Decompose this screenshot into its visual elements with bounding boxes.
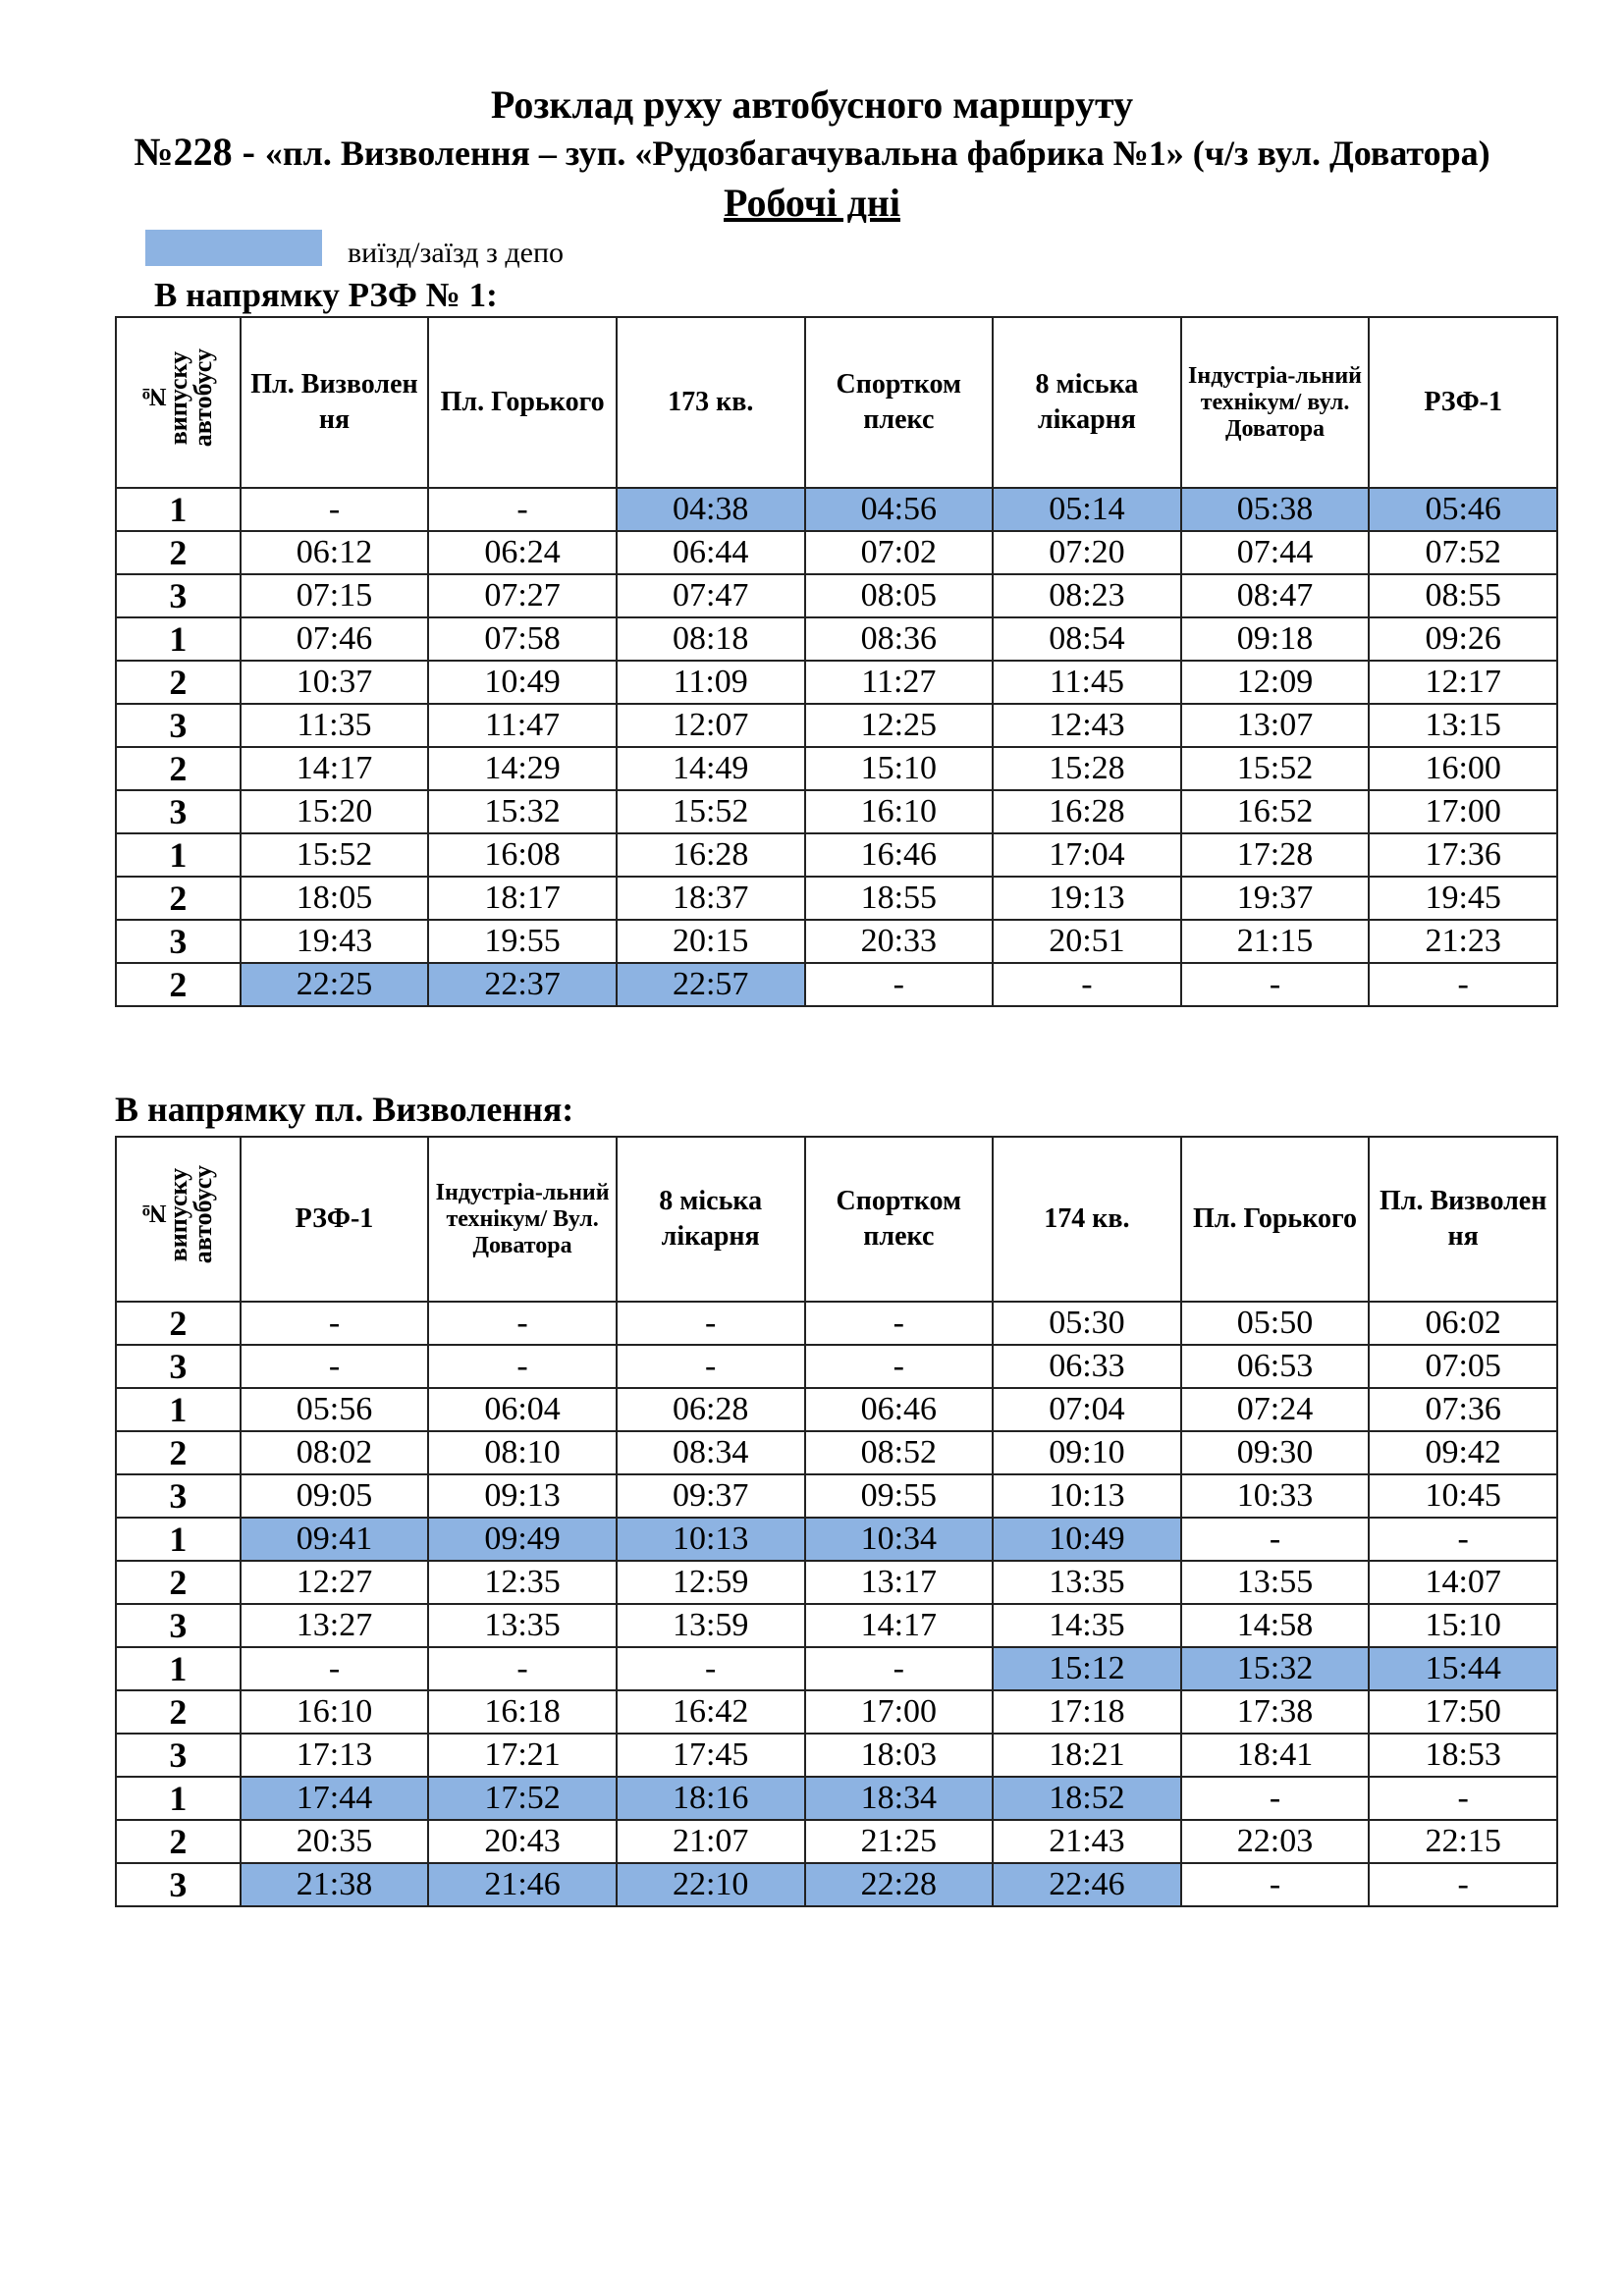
time-cell: 18:17 (428, 877, 617, 920)
time-cell: 21:25 (805, 1820, 994, 1863)
time-cell: 16:18 (428, 1690, 617, 1734)
bus-number-cell: 1 (116, 1777, 241, 1820)
table-row (116, 747, 1557, 790)
time-cell: 16:46 (805, 833, 994, 877)
stop-header: Індустріа-льний технікум/ вул. Доватора (1181, 317, 1370, 488)
time-cell: 18:05 (241, 877, 429, 920)
time-cell: 17:18 (993, 1690, 1181, 1734)
time-cell: 06:46 (805, 1388, 994, 1431)
bus-number-header (116, 1137, 241, 1302)
table-row (116, 1690, 1557, 1734)
time-cell: 06:24 (428, 531, 617, 574)
time-cell: 18:53 (1369, 1734, 1557, 1777)
time-cell: 08:05 (805, 574, 994, 617)
time-cell: 17:00 (805, 1690, 994, 1734)
time-cell: 10:33 (1181, 1474, 1370, 1518)
time-cell: 22:15 (1369, 1820, 1557, 1863)
table-row (116, 1518, 1557, 1561)
bus-number-cell: 1 (116, 1647, 241, 1690)
depot-time-cell: 22:37 (428, 963, 617, 1006)
time-cell: 05:56 (241, 1388, 429, 1431)
time-cell: 16:10 (241, 1690, 429, 1734)
time-cell: 07:04 (993, 1388, 1181, 1431)
table-row (116, 531, 1557, 574)
depot-time-cell: 05:14 (993, 488, 1181, 531)
bus-number-cell: 1 (116, 617, 241, 661)
day-type-label: Робочі дні (724, 181, 900, 225)
table-row (116, 1777, 1557, 1820)
table-header-row (116, 317, 1557, 488)
time-cell: 07:15 (241, 574, 429, 617)
bus-number-cell: 3 (116, 1863, 241, 1906)
depot-time-cell: 15:44 (1369, 1647, 1557, 1690)
time-cell: 13:27 (241, 1604, 429, 1647)
time-cell: - (1181, 963, 1370, 1006)
bus-number-cell: 2 (116, 1690, 241, 1734)
bus-number-cell: 3 (116, 1345, 241, 1388)
time-cell: 16:28 (617, 833, 805, 877)
time-cell: 06:33 (993, 1345, 1181, 1388)
time-cell: 12:17 (1369, 661, 1557, 704)
time-cell: 21:07 (617, 1820, 805, 1863)
table-row (116, 1820, 1557, 1863)
time-cell: - (1369, 1518, 1557, 1561)
time-cell: - (993, 963, 1181, 1006)
depot-time-cell: 10:34 (805, 1518, 994, 1561)
stop-header: 8 міська лікарня (617, 1137, 805, 1302)
time-cell: - (428, 1647, 617, 1690)
time-cell: 08:02 (241, 1431, 429, 1474)
time-cell: - (1181, 1777, 1370, 1820)
time-cell: 19:43 (241, 920, 429, 963)
time-cell: 06:12 (241, 531, 429, 574)
time-cell: 20:33 (805, 920, 994, 963)
time-cell: 17:21 (428, 1734, 617, 1777)
time-cell: 05:30 (993, 1302, 1181, 1345)
time-cell: 17:28 (1181, 833, 1370, 877)
time-cell: 08:34 (617, 1431, 805, 1474)
bus-number-cell: 2 (116, 963, 241, 1006)
time-cell: 13:59 (617, 1604, 805, 1647)
time-cell: 07:47 (617, 574, 805, 617)
time-cell: - (428, 1302, 617, 1345)
bus-number-cell: 3 (116, 574, 241, 617)
table-row (116, 1302, 1557, 1345)
time-cell: - (241, 1345, 429, 1388)
depot-time-cell: 18:34 (805, 1777, 994, 1820)
table-row (116, 833, 1557, 877)
table-row (116, 488, 1557, 531)
bus-number-cell: 3 (116, 790, 241, 833)
bus-number-cell: 1 (116, 488, 241, 531)
time-cell: 19:55 (428, 920, 617, 963)
time-cell: 15:52 (241, 833, 429, 877)
time-cell: - (617, 1345, 805, 1388)
time-cell: 13:15 (1369, 704, 1557, 747)
time-cell: 10:45 (1369, 1474, 1557, 1518)
schedule-body-to-vyzvolennia (116, 1302, 1557, 1906)
bus-number-header (116, 317, 241, 488)
table-row (116, 1474, 1557, 1518)
time-cell: 20:15 (617, 920, 805, 963)
time-cell: 20:35 (241, 1820, 429, 1863)
bus-number-cell: 3 (116, 1474, 241, 1518)
time-cell: 07:44 (1181, 531, 1370, 574)
depot-time-cell: 04:38 (617, 488, 805, 531)
time-cell: - (241, 1647, 429, 1690)
time-cell: - (617, 1647, 805, 1690)
time-cell: 10:49 (428, 661, 617, 704)
time-cell: 07:24 (1181, 1388, 1370, 1431)
stop-header: Пл. Горького (1181, 1137, 1370, 1302)
time-cell: 08:47 (1181, 574, 1370, 617)
time-cell: 17:00 (1369, 790, 1557, 833)
time-cell: 18:37 (617, 877, 805, 920)
stop-header: 173 кв. (617, 317, 805, 488)
time-cell: - (1369, 1777, 1557, 1820)
time-cell: 11:45 (993, 661, 1181, 704)
time-cell: 17:50 (1369, 1690, 1557, 1734)
time-cell: 19:37 (1181, 877, 1370, 920)
stop-header: 174 кв. (993, 1137, 1181, 1302)
time-cell: 15:20 (241, 790, 429, 833)
time-cell: 10:13 (993, 1474, 1181, 1518)
bus-number-cell: 1 (116, 1388, 241, 1431)
table-row (116, 704, 1557, 747)
time-cell: 12:59 (617, 1561, 805, 1604)
route-description: «пл. Визволення – зуп. «Рудозбагачувальна фабрика №1» (ч/з вул. Доватора) (264, 133, 1490, 173)
table-row (116, 617, 1557, 661)
time-cell: 18:03 (805, 1734, 994, 1777)
time-cell: - (1181, 1518, 1370, 1561)
bus-number-cell: 2 (116, 747, 241, 790)
bus-number-cell: 2 (116, 877, 241, 920)
time-cell: 12:07 (617, 704, 805, 747)
time-cell: 12:09 (1181, 661, 1370, 704)
time-cell: 13:07 (1181, 704, 1370, 747)
time-cell: 15:10 (805, 747, 994, 790)
time-cell: 12:27 (241, 1561, 429, 1604)
day-type-heading (0, 179, 1624, 228)
time-cell: 22:03 (1181, 1820, 1370, 1863)
depot-time-cell: 17:44 (241, 1777, 429, 1820)
table-row (116, 1388, 1557, 1431)
time-cell: 11:27 (805, 661, 994, 704)
time-cell: 14:17 (805, 1604, 994, 1647)
bus-number-cell: 3 (116, 920, 241, 963)
time-cell: 14:58 (1181, 1604, 1370, 1647)
time-cell: 15:52 (1181, 747, 1370, 790)
time-cell: 21:43 (993, 1820, 1181, 1863)
time-cell: 07:52 (1369, 531, 1557, 574)
time-cell: 21:23 (1369, 920, 1557, 963)
depot-time-cell: 21:46 (428, 1863, 617, 1906)
time-cell: 17:36 (1369, 833, 1557, 877)
table-row (116, 1863, 1557, 1906)
time-cell: 20:51 (993, 920, 1181, 963)
time-cell: 17:45 (617, 1734, 805, 1777)
depot-time-cell: 22:46 (993, 1863, 1181, 1906)
depot-time-cell: 17:52 (428, 1777, 617, 1820)
time-cell: 19:45 (1369, 877, 1557, 920)
depot-time-cell: 22:10 (617, 1863, 805, 1906)
stop-header: Пл. Визволен ня (1369, 1137, 1557, 1302)
time-cell: 09:18 (1181, 617, 1370, 661)
bus-number-header-label: № випуску автобусу (138, 347, 217, 448)
depot-time-cell: 21:38 (241, 1863, 429, 1906)
depot-time-cell: 05:46 (1369, 488, 1557, 531)
stop-header: Спортком плекс (805, 1137, 994, 1302)
time-cell: - (428, 1345, 617, 1388)
time-cell: 07:27 (428, 574, 617, 617)
table-row (116, 1604, 1557, 1647)
direction-heading-rzf: В напрямку РЗФ № 1: (154, 276, 498, 314)
time-cell: 18:55 (805, 877, 994, 920)
time-cell: 09:37 (617, 1474, 805, 1518)
time-cell: 07:46 (241, 617, 429, 661)
table-row (116, 1345, 1557, 1388)
table-row (116, 790, 1557, 833)
time-cell: 08:52 (805, 1431, 994, 1474)
time-cell: 13:17 (805, 1561, 994, 1604)
depot-time-cell: 09:49 (428, 1518, 617, 1561)
time-cell: 12:35 (428, 1561, 617, 1604)
depot-time-cell: 04:56 (805, 488, 994, 531)
time-cell: - (428, 488, 617, 531)
time-cell: 08:23 (993, 574, 1181, 617)
time-cell: 18:21 (993, 1734, 1181, 1777)
route-number: №228 - (134, 130, 265, 174)
time-cell: 08:55 (1369, 574, 1557, 617)
bus-number-cell: 2 (116, 661, 241, 704)
bus-number-cell: 3 (116, 1604, 241, 1647)
bus-number-cell: 3 (116, 704, 241, 747)
time-cell: 16:42 (617, 1690, 805, 1734)
stop-header: РЗФ-1 (241, 1137, 429, 1302)
table-row (116, 1734, 1557, 1777)
time-cell: 13:55 (1181, 1561, 1370, 1604)
bus-number-cell: 2 (116, 531, 241, 574)
depot-time-cell: 15:32 (1181, 1647, 1370, 1690)
time-cell: 16:10 (805, 790, 994, 833)
time-cell: 08:54 (993, 617, 1181, 661)
time-cell: 13:35 (993, 1561, 1181, 1604)
time-cell: 11:35 (241, 704, 429, 747)
time-cell: 08:36 (805, 617, 994, 661)
time-cell: 14:35 (993, 1604, 1181, 1647)
time-cell: 07:20 (993, 531, 1181, 574)
time-cell: 07:58 (428, 617, 617, 661)
legend-depot-color-swatch (145, 230, 322, 266)
time-cell: 06:28 (617, 1388, 805, 1431)
time-cell: - (805, 1647, 994, 1690)
time-cell: 06:02 (1369, 1302, 1557, 1345)
time-cell: 10:37 (241, 661, 429, 704)
bus-number-cell: 2 (116, 1561, 241, 1604)
time-cell: 16:00 (1369, 747, 1557, 790)
time-cell: 15:28 (993, 747, 1181, 790)
time-cell: 16:08 (428, 833, 617, 877)
time-cell: 14:29 (428, 747, 617, 790)
bus-number-cell: 3 (116, 1734, 241, 1777)
time-cell: 15:32 (428, 790, 617, 833)
stop-header: Пл. Визволен ня (241, 317, 429, 488)
stop-header: Пл. Горького (428, 317, 617, 488)
time-cell: 06:53 (1181, 1345, 1370, 1388)
stop-header: Індустріа-льний технікум/ Вул. Доватора (428, 1137, 617, 1302)
time-cell: 09:42 (1369, 1431, 1557, 1474)
time-cell: 11:09 (617, 661, 805, 704)
time-cell: 06:04 (428, 1388, 617, 1431)
time-cell: 17:13 (241, 1734, 429, 1777)
time-cell: 07:02 (805, 531, 994, 574)
time-cell: 15:52 (617, 790, 805, 833)
depot-time-cell: 10:49 (993, 1518, 1181, 1561)
time-cell: 12:43 (993, 704, 1181, 747)
time-cell: 14:07 (1369, 1561, 1557, 1604)
time-cell: 12:25 (805, 704, 994, 747)
time-cell: 07:05 (1369, 1345, 1557, 1388)
time-cell: 09:26 (1369, 617, 1557, 661)
stop-header: 8 міська лікарня (993, 317, 1181, 488)
depot-time-cell: 22:25 (241, 963, 429, 1006)
time-cell: 09:05 (241, 1474, 429, 1518)
bus-number-cell: 2 (116, 1302, 241, 1345)
time-cell: 15:10 (1369, 1604, 1557, 1647)
table-row (116, 963, 1557, 1006)
time-cell: - (1369, 1863, 1557, 1906)
time-cell: 06:44 (617, 531, 805, 574)
bus-number-header-label: № випуску автобусу (138, 1164, 217, 1264)
time-cell: - (805, 1302, 994, 1345)
time-cell: - (1181, 1863, 1370, 1906)
legend-depot-label: виїзд/заїзд з депо (348, 237, 565, 269)
time-cell: 21:15 (1181, 920, 1370, 963)
document-title: Розклад руху автобусного маршруту (490, 82, 1134, 127)
time-cell: 16:52 (1181, 790, 1370, 833)
depot-time-cell: 22:57 (617, 963, 805, 1006)
stop-header: Спортком плекс (805, 317, 994, 488)
time-cell: 09:13 (428, 1474, 617, 1518)
depot-time-cell: 09:41 (241, 1518, 429, 1561)
time-cell: 14:49 (617, 747, 805, 790)
time-cell: 13:35 (428, 1604, 617, 1647)
table-header-row (116, 1137, 1557, 1302)
time-cell: 08:18 (617, 617, 805, 661)
depot-time-cell: 15:12 (993, 1647, 1181, 1690)
bus-number-cell: 2 (116, 1431, 241, 1474)
table-row (116, 1561, 1557, 1604)
table-row (116, 574, 1557, 617)
time-cell: - (617, 1302, 805, 1345)
time-cell: 09:55 (805, 1474, 994, 1518)
table-row (116, 1431, 1557, 1474)
time-cell: 08:10 (428, 1431, 617, 1474)
time-cell: - (241, 1302, 429, 1345)
schedule-table-to-vyzvolennia (115, 1136, 1558, 1907)
bus-number-cell: 1 (116, 833, 241, 877)
depot-time-cell: 10:13 (617, 1518, 805, 1561)
table-row (116, 877, 1557, 920)
time-cell: 17:38 (1181, 1690, 1370, 1734)
time-cell: 18:41 (1181, 1734, 1370, 1777)
schedule-body-to-rzf (116, 488, 1557, 1006)
time-cell: 11:47 (428, 704, 617, 747)
time-cell: 14:17 (241, 747, 429, 790)
route-title (0, 130, 1624, 176)
time-cell: - (1369, 963, 1557, 1006)
depot-time-cell: 18:52 (993, 1777, 1181, 1820)
table-row (116, 661, 1557, 704)
time-cell: - (241, 488, 429, 531)
time-cell: 20:43 (428, 1820, 617, 1863)
schedule-table-to-rzf (115, 316, 1558, 1007)
time-cell: 16:28 (993, 790, 1181, 833)
table-row (116, 1647, 1557, 1690)
depot-time-cell: 22:28 (805, 1863, 994, 1906)
time-cell: 09:10 (993, 1431, 1181, 1474)
depot-time-cell: 18:16 (617, 1777, 805, 1820)
time-cell: - (805, 963, 994, 1006)
bus-number-cell: 1 (116, 1518, 241, 1561)
time-cell: 05:50 (1181, 1302, 1370, 1345)
direction-heading-vyzvolennia: В напрямку пл. Визволення: (115, 1090, 574, 1129)
bus-number-cell: 2 (116, 1820, 241, 1863)
time-cell: 17:04 (993, 833, 1181, 877)
stop-header: РЗФ-1 (1369, 317, 1557, 488)
time-cell: 09:30 (1181, 1431, 1370, 1474)
time-cell: - (805, 1345, 994, 1388)
depot-time-cell: 05:38 (1181, 488, 1370, 531)
table-row (116, 920, 1557, 963)
time-cell: 19:13 (993, 877, 1181, 920)
time-cell: 07:36 (1369, 1388, 1557, 1431)
